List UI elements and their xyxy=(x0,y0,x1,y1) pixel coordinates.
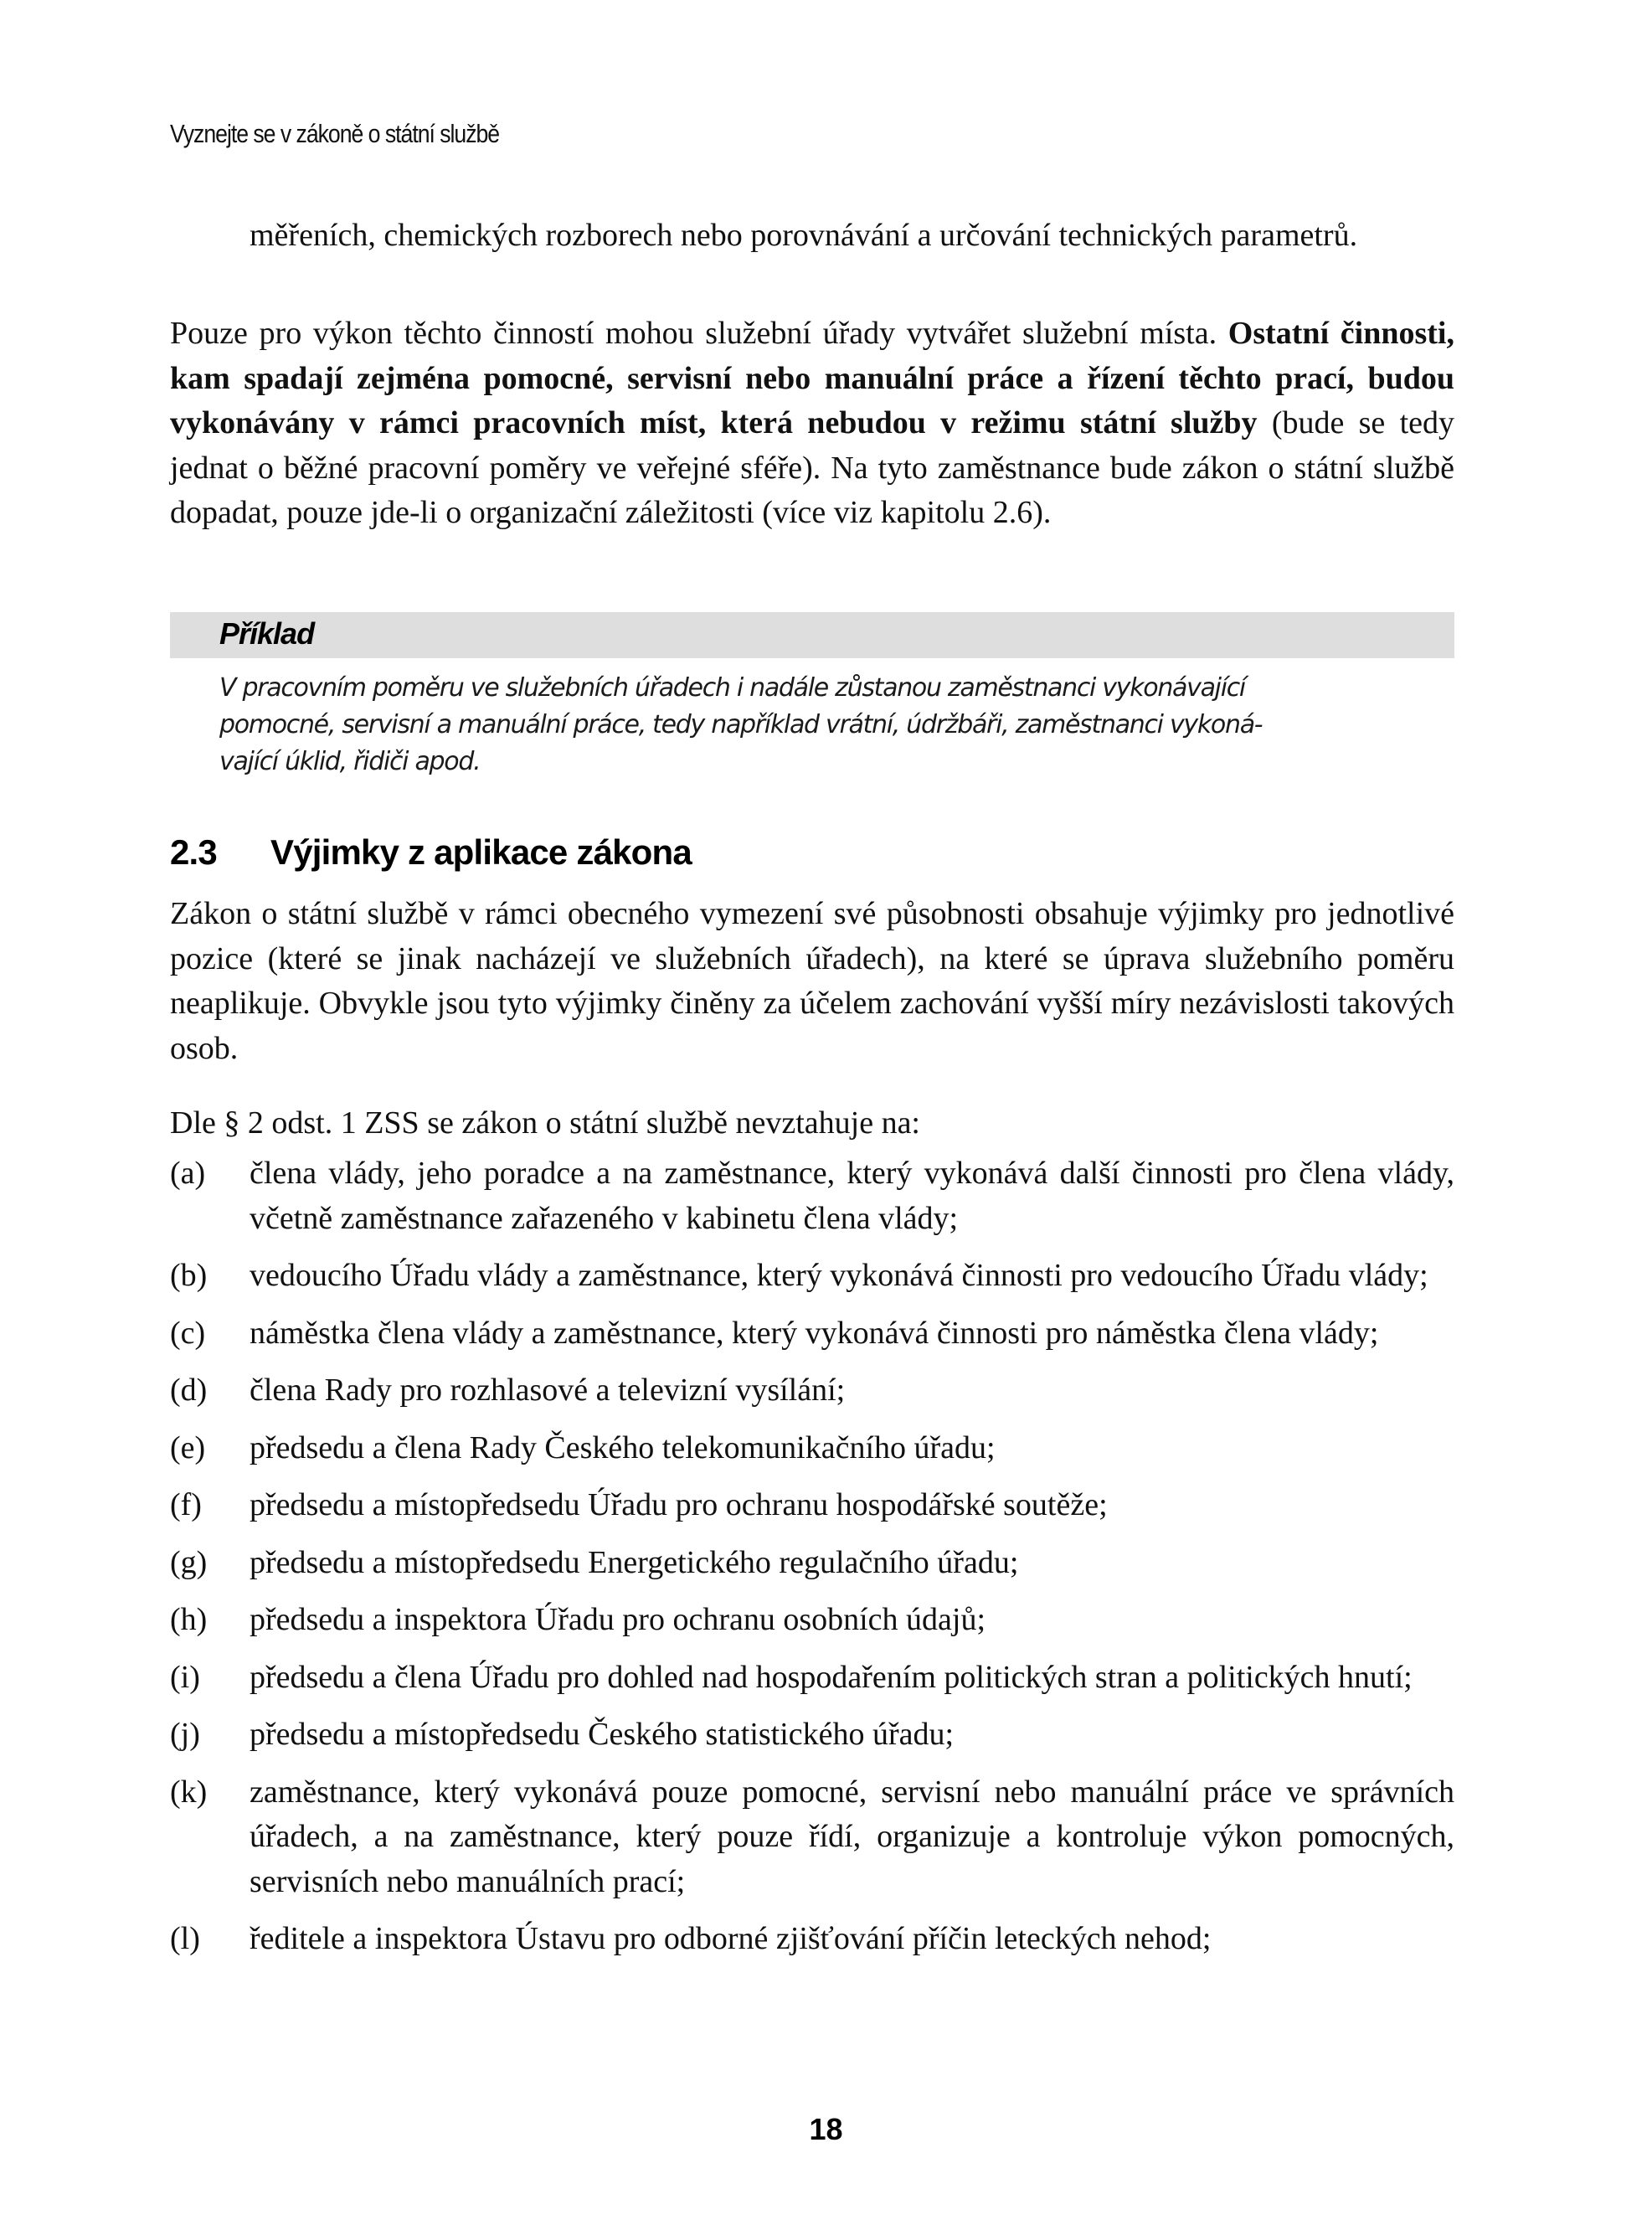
list-item-text: předsedu a člena Rady Českého telekomunikačního úřadu; xyxy=(250,1429,996,1465)
list-item xyxy=(170,1598,1454,1643)
list-item-text: člena Rady pro rozhlasové a televizní vysílání; xyxy=(250,1373,846,1408)
list-item-label: (k) xyxy=(170,1774,208,1810)
list-intro: Dle § 2 odst. 1 ZSS se zákon o státní službě nevztahuje na: xyxy=(170,1105,920,1141)
continuation-text: měřeních, chemických rozborech nebo porovnávání a určování technických parametrů. xyxy=(250,218,1358,253)
list-item xyxy=(170,1311,1454,1357)
example-line: pomocné, servisní a manuální práce, tedy například vrátní, údržbáři, zaměstnanci vykoná- xyxy=(219,710,1263,739)
list-item-text: předsedu a místopředsedu Úřadu pro ochranu hospodářské soutěže; xyxy=(250,1487,1108,1522)
section-title: Výjimky z aplikace zákona xyxy=(270,832,692,872)
list-item-label: (l) xyxy=(170,1921,200,1956)
list-item-label: (e) xyxy=(170,1429,206,1465)
list-item-text: zaměstnance, který vykonává pouze pomocné, servisní nebo manuální práce ve správních úřadech, a na zaměstnance, který pouze řídí, organizuje a kontroluje výkon pomocných, servisních nebo manuálních prací; xyxy=(250,1774,1454,1899)
paragraph-body xyxy=(170,312,1454,536)
list-item xyxy=(170,1254,1454,1299)
section-heading xyxy=(170,832,692,873)
list-item-text: předsedu a inspektora Úřadu pro ochranu osobních údajů; xyxy=(250,1602,986,1637)
example-line: vající úklid, řidiči apod. xyxy=(219,747,481,776)
example-title: Příklad xyxy=(219,616,315,651)
list-item-text: člena vlády, jeho poradce a na zaměstnance, který vykonává další činnosti pro člena vlády, včetně zaměstnance zařazeného v kabinetu člena vlády; xyxy=(250,1156,1454,1236)
page-number: 18 xyxy=(809,2112,843,2146)
list-item-label: (h) xyxy=(170,1602,208,1637)
exceptions-list xyxy=(170,1151,1454,1975)
list-item xyxy=(170,1656,1454,1701)
list-item xyxy=(170,1541,1454,1586)
list-item-label: (c) xyxy=(170,1315,206,1351)
list-item-label: (d) xyxy=(170,1373,208,1408)
list-item xyxy=(170,1713,1454,1758)
running-head: Vyznejte se v zákoně o státní službě xyxy=(170,119,500,148)
list-item-label: (b) xyxy=(170,1258,208,1293)
list-item xyxy=(170,1151,1454,1241)
paragraph-text-bold: Ostatní činnosti, kam spadají zejména pomocné, servisní nebo manuální práce a řízení těchto prací, budou vykonávány v rámci pracovních míst, která nebudou v režimu státní služby xyxy=(170,316,1454,440)
list-item-text: předsedu a místopředsedu Energetického regulačního úřadu; xyxy=(250,1544,1019,1580)
section-paragraph: Zákon o státní službě v rámci obecného vymezení své působnosti obsahuje výjimky pro jednotlivé pozice (které se jinak nacházejí ve služebních úřadech), na které se úprava služebního poměru neaplikuje. Obvykle jsou tyto výjimky činěny za účelem zachování vyšší míry nezávislosti takových osob. xyxy=(170,896,1454,1066)
list-item-text: vedoucího Úřadu vlády a zaměstnance, který vykonává činnosti pro vedoucího Úřadu vlády; xyxy=(250,1258,1428,1293)
list-item xyxy=(170,1426,1454,1471)
paragraph-text-normal: Pouze pro výkon těchto činností mohou služební úřady vytvářet služební místa. xyxy=(170,316,1228,351)
paragraph-text-normal-end: (bude se tedy jednat o běžné pracovní poměry ve veřejné sféře). Na tyto zaměstnance bude zákon o státní službě dopadat, pouze jde-li o organizační záležitosti (více viz kapitolu 2.6). xyxy=(170,405,1454,530)
list-item xyxy=(170,1770,1454,1905)
example-header-bar xyxy=(170,612,1454,658)
list-item xyxy=(170,1368,1454,1414)
list-item-label: (f) xyxy=(170,1487,202,1522)
list-item-text: ředitele a inspektora Ústavu pro odborné zjišťování příčin leteckých nehod; xyxy=(250,1921,1212,1956)
list-item-text: předsedu a člena Úřadu pro dohled nad hospodařením politických stran a politických hnutí; xyxy=(250,1659,1413,1695)
list-item-label: (j) xyxy=(170,1717,200,1752)
list-item-label: (g) xyxy=(170,1544,208,1580)
section-number: 2.3 xyxy=(170,832,217,872)
list-item-text: předsedu a místopředsedu Českého statistického úřadu; xyxy=(250,1717,955,1752)
list-item xyxy=(170,1917,1454,1962)
list-item-label: (i) xyxy=(170,1659,200,1695)
example-text xyxy=(219,670,1425,780)
list-item-label: (a) xyxy=(170,1156,206,1191)
list-item-text: náměstka člena vlády a zaměstnance, který vykonává činnosti pro náměstka člena vlády; xyxy=(250,1315,1379,1351)
list-item xyxy=(170,1483,1454,1528)
example-line: V pracovním poměru ve služebních úřadech i nadále zůstanou zaměstnanci vykonávající xyxy=(219,673,1245,703)
